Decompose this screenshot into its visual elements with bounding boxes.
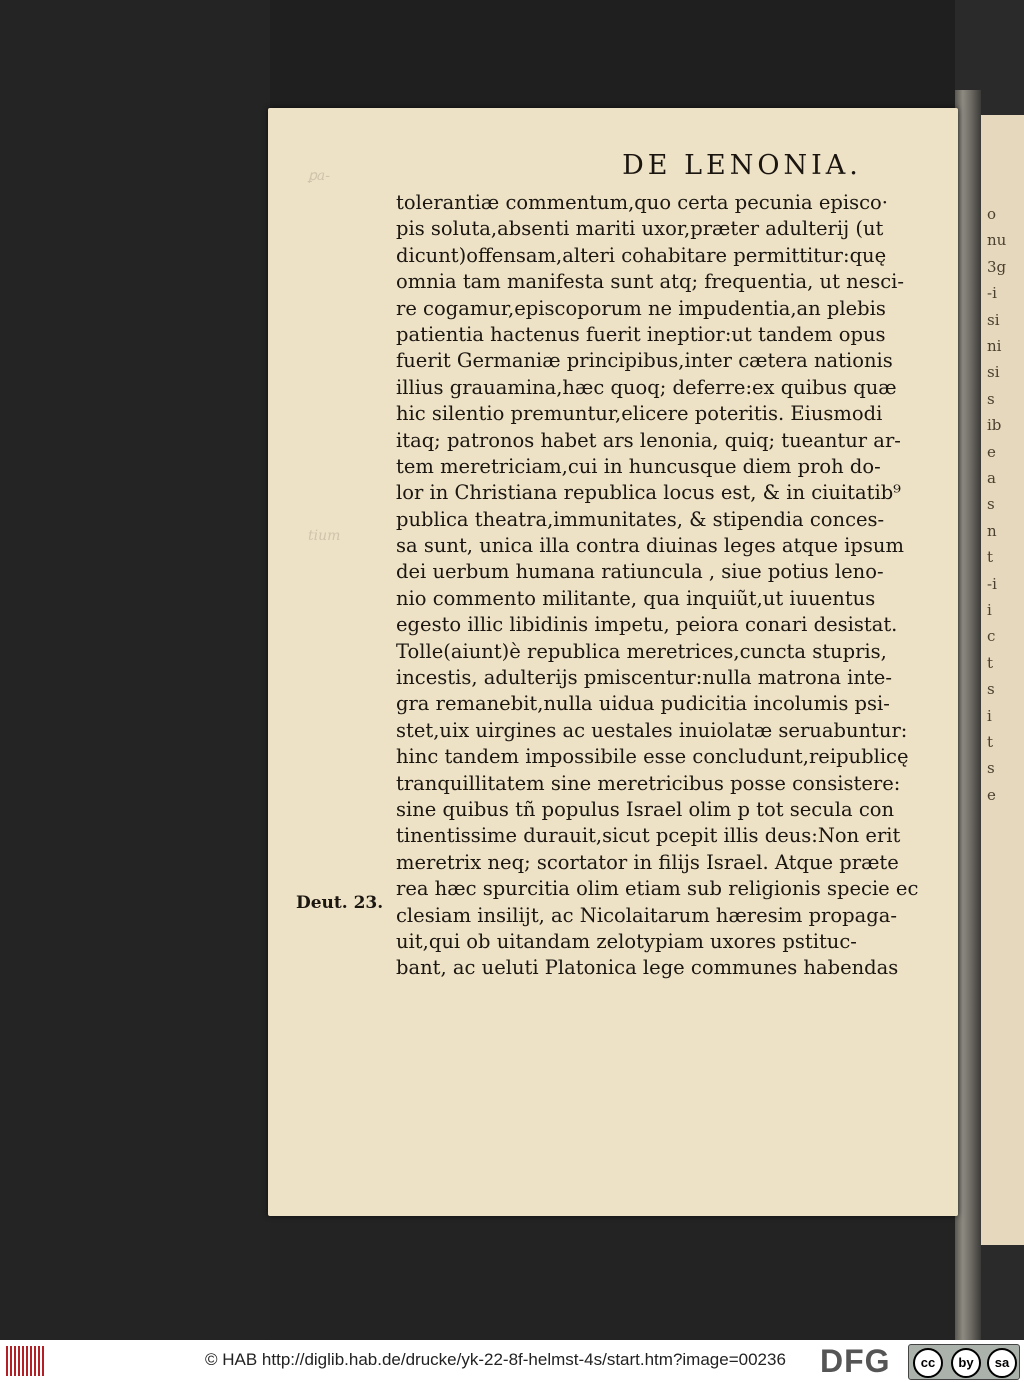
facing-page-fragment: e [987, 442, 996, 461]
book-page [268, 108, 958, 1216]
facing-page-fragment: -i [987, 284, 997, 303]
dfg-logo: DFG [820, 1343, 891, 1379]
facing-page-fragment: s [987, 680, 995, 699]
facing-page-fragment: ni [987, 337, 1002, 355]
text-line: illius grauamina,hæc quoq; deferre:ex quibus quæ [396, 375, 897, 399]
facing-page-fragment: -i [987, 574, 997, 593]
text-line: re cogamur,episcoporum ne impudentia,an plebis [396, 296, 886, 320]
facing-page-fragment: t [987, 548, 994, 567]
text-line: stet,uix uirgines ac uestales inuiolatæ seruabuntur: [396, 718, 908, 742]
text-line: clesiam insilijt, ac Nicolaitarum hæresim propaga- [396, 903, 897, 927]
text-line: gra remanebit,nulla uidua pudicitia incolumis psi- [396, 692, 890, 716]
facing-page-fragment: 3g [987, 257, 1007, 276]
running-header: DE LENONIA. [622, 150, 862, 181]
facing-page-fragment: s [987, 495, 995, 514]
facing-page-edge [981, 115, 1024, 1245]
text-line: hinc tandem impossibile esse concludunt,reipublicę [396, 745, 909, 769]
text-line: sa sunt, unica illa contra diuinas leges atque ipsum [396, 534, 904, 558]
text-line: dei uerbum humana ratiuncula , siue potius leno- [396, 560, 884, 584]
text-line: itaq; patronos habet ars lenonia, quiq; tueantur ar- [396, 428, 901, 452]
facing-page-fragment: o [987, 205, 997, 223]
bleed-through-text: tium [308, 528, 341, 544]
footer-url[interactable]: © HAB http://diglib.hab.de/drucke/yk-22-8f-helmst-4s/start.htm?image=00236 [205, 1350, 786, 1369]
facing-page-fragment: s [987, 389, 995, 408]
text-block [396, 190, 926, 982]
by-icon: by [951, 1348, 981, 1378]
text-line: incestis, adulterijs pmiscentur:nulla matrona inte- [396, 666, 892, 690]
text-line: rea hæc spurcitia olim etiam sub religionis specie ec [396, 877, 919, 901]
scan-background-left [0, 0, 270, 1340]
text-line: dicunt)offensam,alteri cohabitare permittitur:quę [396, 243, 887, 267]
facing-page-fragment: s [987, 759, 995, 778]
facing-page-fragment: ib [987, 416, 1002, 435]
facing-page-fragment: c [987, 627, 996, 646]
facing-page-fragment: t [987, 733, 994, 751]
text-line: bant, ac ueluti Platonica lege communes habendas [396, 956, 899, 980]
facing-page-fragment: t [987, 653, 994, 672]
sa-icon: sa [987, 1348, 1017, 1378]
cc-icon: cc [913, 1348, 943, 1378]
facing-page-fragment: a [987, 469, 996, 487]
text-line: tem meretriciam,cui in huncusque diem proh do- [396, 454, 881, 478]
facing-page-fragment: i [987, 601, 992, 619]
text-line: fuerit Germaniæ principibus,inter cætera nationis [396, 349, 893, 373]
text-line: nio commento militante, qua inquiũt,ut iuuentus [396, 586, 876, 610]
text-line: uit,qui ob uitandam zelotypiam uxores pstituc- [396, 929, 857, 953]
text-line: Tolle(aiunt)è republica meretrices,cuncta stupris, [396, 639, 887, 663]
text-line: tinentissime durauit,sicut pcepit illis deus:Non erit [396, 824, 901, 848]
text-line: lor in Christiana republica locus est, & in ciuitatib⁹ [396, 481, 902, 505]
margin-note: Deut. 23. [296, 893, 384, 913]
bleed-through-text: ꝑa- [308, 168, 330, 184]
text-line: hic silentio premuntur,elicere poteritis. Eiusmodi [396, 402, 883, 426]
text-line: tolerantiæ commentum,quo certa pecunia episco· [396, 191, 888, 214]
text-line: meretrix neq; scortator in filijs Israel. Atque præte [396, 850, 899, 874]
text-line: egesto illic libidinis impetu, peiora conari desistat. [396, 613, 898, 637]
book-spine [955, 90, 981, 1340]
facing-page-fragment: si [987, 363, 1000, 382]
facing-page-fragment: si [987, 310, 1000, 329]
facing-page-fragment: e [987, 785, 996, 804]
text-line: omnia tam manifesta sunt atq; frequentia, ut nesci- [396, 270, 904, 294]
text-line: patientia hactenus fuerit ineptior:ut tandem opus [396, 322, 886, 346]
facing-page-fragment: i [987, 706, 992, 725]
viewer-footer [0, 1340, 1024, 1382]
hab-barcode-logo [6, 1346, 46, 1376]
text-line: tranquillitatem sine meretricibus posse consistere: [396, 771, 901, 795]
license-badge[interactable] [908, 1344, 1020, 1380]
text-line: pis soluta,absenti mariti uxor,præter adulterij (ut [396, 217, 884, 241]
text-line: sine quibus tñ populus Israel olim p tot secula con [396, 797, 895, 821]
text-line: publica theatra,immunitates, & stipendia conces- [396, 507, 885, 531]
facing-page-fragment: n [987, 521, 997, 540]
facing-page-fragment: nu [987, 231, 1007, 250]
